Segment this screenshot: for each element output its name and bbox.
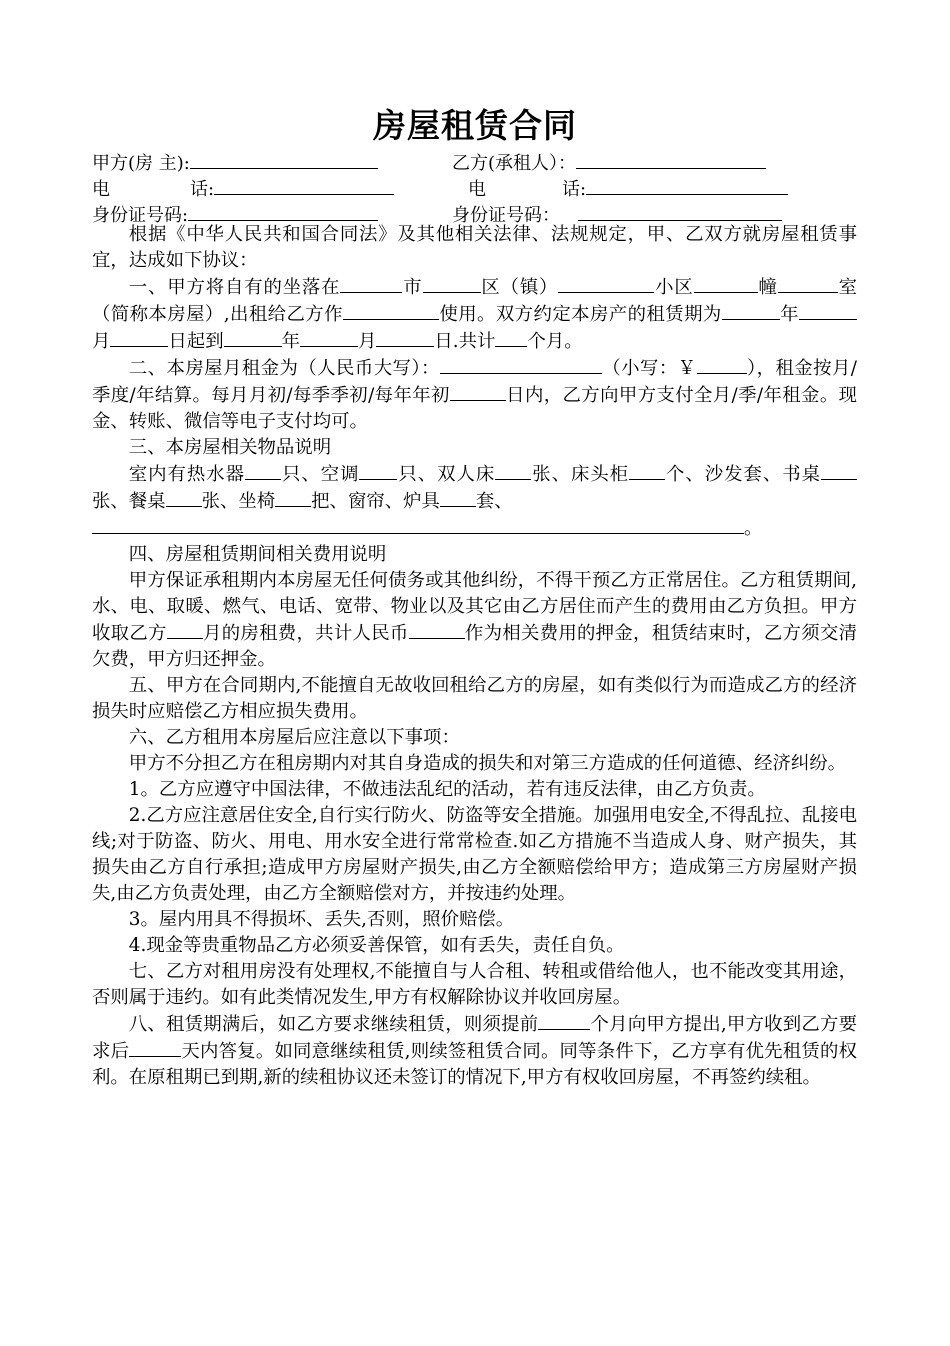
landlord-name-label: 甲方(房 主):	[92, 153, 190, 174]
clause-6-item-4: 4.现金等贵重物品乙方必须妥善保管，如有丢失，责任自负。	[128, 935, 625, 956]
party-row-names	[92, 148, 872, 173]
tenant-phone-label-b: 话:	[562, 179, 587, 200]
tenant-phone-blank	[586, 174, 788, 195]
tenant-name-field	[452, 148, 766, 176]
tenant-name-label: 乙方(承租人）：	[452, 153, 577, 174]
clause-8: 八、租赁期满后，如乙方要求继续租赁，则须提前 个月向甲方提出,甲方收到乙方要求后 天内答复。如同意继续租赁,则续签租赁合同。同等条件下，乙方享有优先租赁的权利。在原租期已到期,新的续租协议还未签订的情况下,甲方有权收回房屋，不再签约续租。	[92, 1011, 857, 1091]
tenant-id-blank	[578, 200, 782, 221]
landlord-phone-field	[92, 174, 394, 202]
page-title: 房屋租赁合同	[373, 106, 577, 145]
landlord-id-label: 身份证号码:	[92, 205, 189, 226]
clause-3-title: 三、本房屋相关物品说明	[128, 437, 332, 458]
landlord-id-blank	[188, 200, 378, 221]
clause-6-item-2: 2.乙方应注意居住安全,自行实行防火、防盗等安全措施。加强用电安全,不得乱拉、乱接电线;对于防盗、防火、用电、用水安全进行常常检查.如乙方措施不当造成人身、财产损失，其损失由乙方自行承担;造成甲方房屋财产损失,由乙方全额赔偿给甲方；造成第三方房屋财产损失,由乙方负责处理，由乙方全额赔偿对方，并按违约处理。	[92, 805, 857, 904]
landlord-name-field	[92, 148, 378, 176]
clause-1: 一、甲方将自有的坐落在 市 区（镇） 小区 幢 室（简称本房屋）,出租给乙方作 使用。双方约定本房产的租赁期为 年月 日起到 年 月 日.共计 个月。	[92, 274, 857, 355]
clause-7: 七、乙方对租用房没有处理权,不能擅自与人合租、转租或借给他人，也不能改变其用途，否则属于违约。如有此类情况发生,甲方有权解除协议并收回房屋。	[92, 961, 857, 1008]
landlord-phone-label-a: 电	[92, 179, 110, 200]
clause-3: 室内有热水器 只、空调 只、双人床 张、床头柜 个、沙发套、书桌张、餐桌 张、坐椅 把、窗帘、炉具 套、 。	[92, 461, 857, 542]
clause-6-item-3: 3。屋内用具不得损坏、丢失,否则，照价赔偿。	[128, 909, 515, 930]
intro-paragraph: 根据《中华人民共和国合同法》及其他相关法律、法规规定，甲、乙双方就房屋租赁事宜，达成如下协议：	[92, 224, 857, 271]
clause-4: 甲方保证承租期内本房屋无任何债务或其他纠纷，不得干预乙方正常居住。乙方租赁期间,水、电、取暖、燃气、电话、宽带、物业以及其它由乙方居住而产生的费用由乙方负担。甲方收取乙方 月的房租费，共计人民币 作为相关费用的押金，租赁结束时，乙方须交清欠费，甲方归还押金。	[92, 570, 857, 670]
contract-body	[92, 222, 857, 1091]
clause-6-item-1: 1。乙方应遵守中国法律，不做违法乱纪的活动，若有违反法律，由乙方负责。	[128, 779, 766, 800]
tenant-id-label: 身份证号码：	[452, 205, 560, 226]
clause-6-intro: 甲方不分担乙方在租房期内对其自身造成的损失和对第三方造成的任何道德、经济纠纷。	[128, 753, 847, 774]
clause-2: 二、本房屋月租金为（人民币大写）： （小写：￥ ），租金按月/季度/年结算。每月月初/每季季初/每年年初 日内，乙方向甲方支付全月/季/年租金。现金、转账、微信等电子支付均可。	[92, 355, 857, 435]
tenant-phone-field	[468, 174, 788, 202]
party-row-phones	[92, 174, 872, 199]
landlord-phone-blank	[214, 174, 394, 195]
landlord-name-blank	[190, 148, 378, 169]
clause-5: 五、甲方在合同期内,不能擅自无故收回租给乙方的房屋，如有类似行为而造成乙方的经济损失时应赔偿乙方相应损失费用。	[92, 675, 857, 722]
clause-6-title: 六、乙方租用本房屋后应注意以下事项：	[128, 727, 460, 748]
clause-4-title: 四、房屋租赁期间相关费用说明	[128, 544, 387, 565]
tenant-name-blank	[576, 148, 766, 169]
landlord-phone-label-b: 话:	[190, 179, 215, 200]
tenant-phone-label-a: 电	[468, 179, 486, 200]
